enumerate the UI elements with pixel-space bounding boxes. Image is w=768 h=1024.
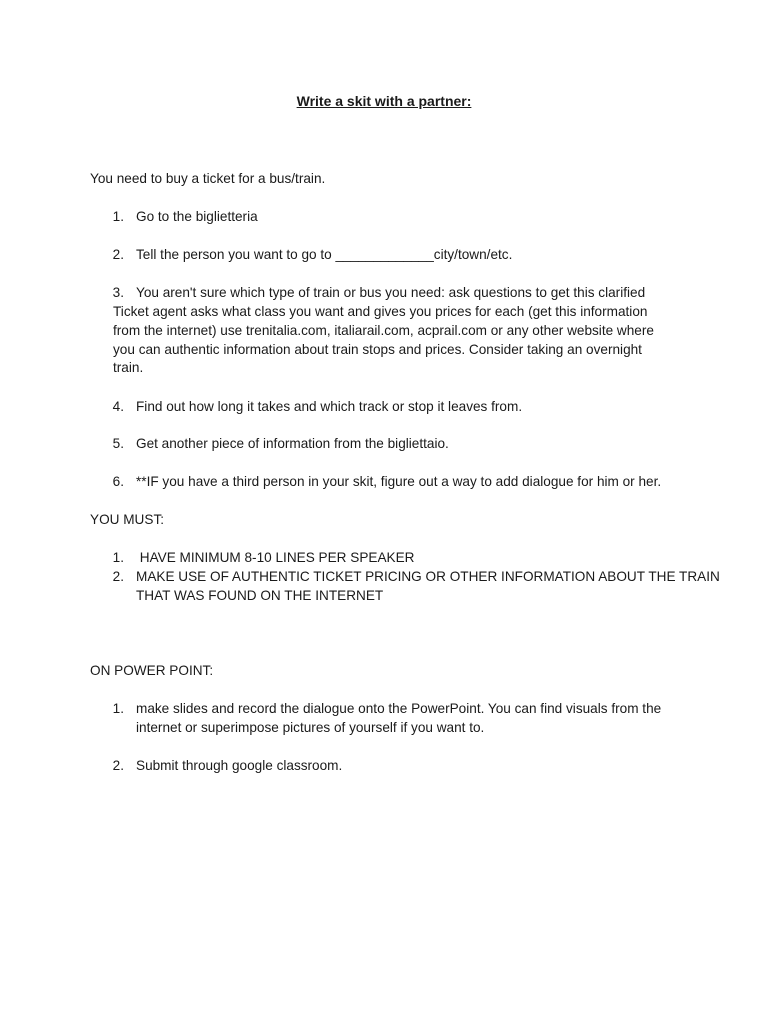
list-number: 5. bbox=[112, 436, 124, 451]
list-text: HAVE MINIMUM 8-10 LINES PER SPEAKER bbox=[136, 550, 415, 565]
list-text-continued: Ticket agent asks what class you want and gives you prices for each (get this information bbox=[113, 304, 648, 319]
list-text-continued: from the internet) use trenitalia.com, italiarail.com, acprail.com or any other website where bbox=[113, 323, 654, 338]
list-text-continued: THAT WAS FOUND ON THE INTERNET bbox=[136, 588, 384, 603]
list-number: 4. bbox=[112, 399, 124, 414]
list-text: Get another piece of information from the bigliettaio. bbox=[136, 436, 449, 451]
list-number: 3. bbox=[112, 285, 124, 300]
list-number: 1. bbox=[112, 209, 124, 224]
list-number: 2. bbox=[112, 569, 124, 584]
list-text: Go to the biglietteria bbox=[136, 209, 258, 224]
list-number: 2. bbox=[112, 247, 124, 262]
list-text: **IF you have a third person in your skit, figure out a way to add dialogue for him or her. bbox=[136, 474, 662, 489]
list-text-continued: train. bbox=[113, 360, 144, 375]
list-text: Submit through google classroom. bbox=[136, 758, 343, 773]
list-number: 2. bbox=[112, 758, 124, 773]
list-number: 1. bbox=[112, 550, 124, 565]
list-text-continued: internet or superimpose pictures of yourself if you want to. bbox=[136, 720, 485, 735]
section-heading-power-point: ON POWER POINT: bbox=[90, 663, 214, 678]
list-text: Find out how long it takes and which track or stop it leaves from. bbox=[136, 399, 523, 414]
list-text: make slides and record the dialogue onto the PowerPoint. You can find visuals from the bbox=[136, 701, 662, 716]
list-text: MAKE USE OF AUTHENTIC TICKET PRICING OR OTHER INFORMATION ABOUT THE TRAIN bbox=[136, 569, 720, 584]
list-number: 1. bbox=[112, 701, 124, 716]
list-text: You aren't sure which type of train or bus you need: ask questions to get this clarified bbox=[136, 285, 646, 300]
list-text-continued: you can authentic information about train stops and prices. Consider taking an overnight bbox=[113, 342, 642, 357]
page-title: Write a skit with a partner: bbox=[296, 93, 472, 109]
list-number: 6. bbox=[112, 474, 124, 489]
list-text: Tell the person you want to go to _____________city/town/etc. bbox=[136, 247, 513, 262]
intro-text: You need to buy a ticket for a bus/train. bbox=[90, 171, 326, 186]
section-heading-you-must: YOU MUST: bbox=[90, 512, 165, 527]
